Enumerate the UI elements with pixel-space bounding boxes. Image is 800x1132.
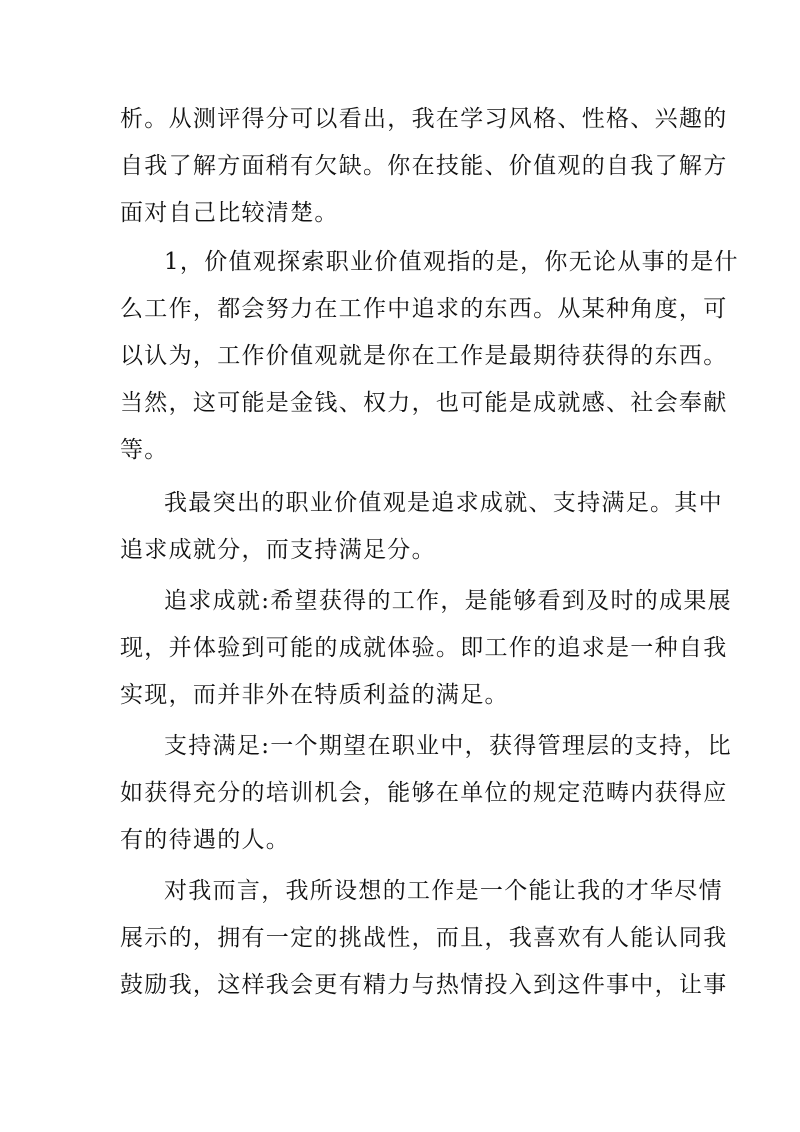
paragraph-line: 么工作，都会努力在工作中追求的东西。从某种角度，可 bbox=[120, 296, 728, 322]
paragraph-line: 鼓励我，这样我会更有精力与热情投入到这件事中，让事 bbox=[120, 972, 728, 998]
paragraph-line: 当然，这可能是金钱、权力，也可能是成就感、社会奉献 bbox=[120, 390, 728, 416]
paragraph-line: 支持满足:一个期望在职业中，获得管理层的支持，比 bbox=[164, 733, 732, 759]
paragraph-line: 我最突出的职业价值观是追求成就、支持满足。其中 bbox=[164, 490, 723, 516]
paragraph-line: 有的待遇的人。 bbox=[120, 827, 291, 853]
paragraph-line: 实现，而并非外在特质利益的满足。 bbox=[120, 682, 509, 708]
paragraph-line: 追求成就:希望获得的工作，是能够看到及时的成果展 bbox=[164, 588, 732, 614]
paragraph-line: 面对自己比较清楚。 bbox=[120, 200, 339, 226]
paragraph-line: 自我了解方面稍有欠缺。你在技能、价值观的自我了解方 bbox=[120, 153, 728, 179]
paragraph-line: 以认为，工作价值观就是你在工作是最期待获得的东西。 bbox=[120, 343, 728, 369]
paragraph-line: 如获得充分的培训机会，能够在单位的规定范畴内获得应 bbox=[120, 780, 728, 806]
paragraph-line: 追求成就分，而支持满足分。 bbox=[120, 537, 436, 563]
paragraph-line: 现，并体验到可能的成就体验。即工作的追求是一种自我 bbox=[120, 635, 728, 661]
paragraph-line: 等。 bbox=[120, 437, 169, 463]
paragraph-line: 对我而言，我所设想的工作是一个能让我的才华尽情 bbox=[164, 878, 723, 904]
paragraph-line: 析。从测评得分可以看出，我在学习风格、性格、兴趣的 bbox=[120, 106, 728, 132]
paragraph-line: 展示的，拥有一定的挑战性，而且，我喜欢有人能认同我 bbox=[120, 925, 728, 951]
paragraph-line: 1，价值观探索职业价值观指的是，你无论从事的是什 bbox=[164, 249, 739, 275]
